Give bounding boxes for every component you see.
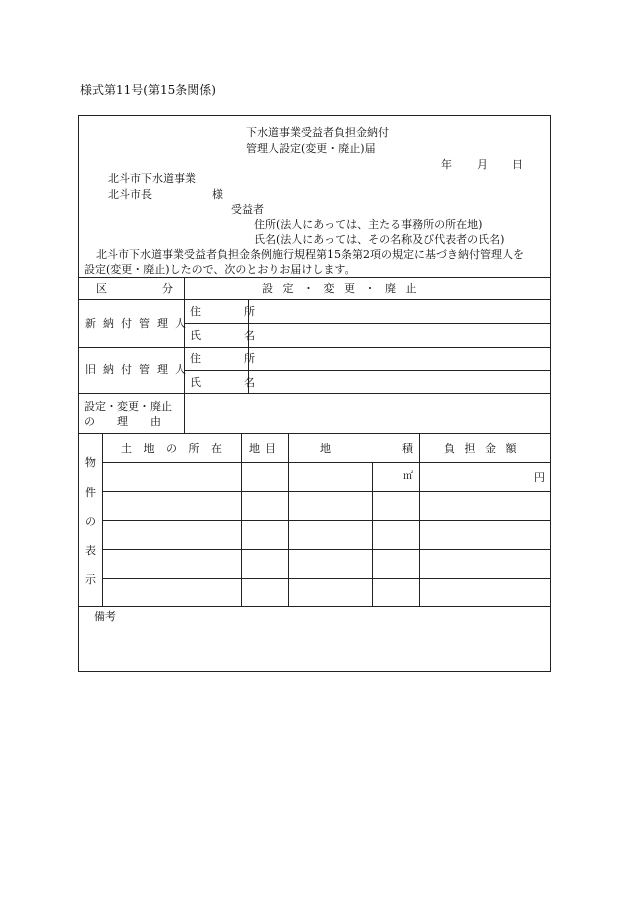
new-manager-label: 新納付管理人 — [85, 317, 193, 330]
property-row-rule-3 — [102, 549, 551, 550]
applicant-label: 受益者 — [231, 203, 264, 216]
table-top-rule — [78, 277, 551, 278]
property-label-char-3: の — [85, 515, 96, 528]
old-manager-name-label: 氏 名 — [190, 376, 271, 389]
remarks-label: 備考 — [94, 610, 116, 623]
area-unit-sqm: ㎡ — [403, 471, 413, 482]
addressee-line1: 北斗市下水道事業 — [108, 172, 196, 185]
column-area: 地 積 — [320, 442, 443, 455]
property-header-rule — [102, 462, 551, 463]
property-label-char-2: 件 — [85, 486, 96, 499]
new-manager-address-label: 住 所 — [190, 305, 271, 318]
applicant-address-note: 住所(法人にあっては、主たる事務所の所在地) — [254, 218, 483, 231]
area-unit-column-rule — [372, 462, 373, 606]
property-label-char-1: 物 — [85, 456, 96, 469]
property-row-rule-1 — [102, 491, 551, 492]
form-number: 様式第11号(第15条関係) — [80, 83, 216, 97]
table-header-rule — [78, 299, 551, 300]
new-manager-name-label: 氏 名 — [190, 329, 271, 342]
column-land-location: 土 地 の 所 在 — [121, 442, 226, 455]
property-row-rule-4 — [102, 578, 551, 579]
area-column-rule — [419, 433, 420, 606]
property-label-char-5: 示 — [85, 573, 96, 586]
form-title-line2: 管理人設定(変更・廃止)届 — [246, 142, 376, 155]
reason-bottom-rule — [78, 433, 551, 434]
property-bottom-rule — [78, 606, 551, 607]
new-manager-mid-rule — [184, 323, 551, 324]
date-day: 日 — [512, 158, 523, 171]
old-manager-mid-rule — [184, 370, 551, 371]
amount-unit-yen: 円 — [534, 471, 545, 484]
column-land-type: 地目 — [249, 442, 281, 455]
addressee-honorific: 様 — [212, 188, 223, 201]
addressee-line2: 北斗市長 — [108, 188, 152, 201]
column-charge-amount: 負 担 金 額 — [444, 442, 520, 455]
land-type-column-rule — [288, 433, 289, 606]
property-label-column-rule — [102, 433, 103, 606]
label-column-rule — [184, 277, 185, 433]
reason-label-line1: 設定・変更・廃止 — [84, 400, 172, 413]
property-row-rule-2 — [102, 520, 551, 521]
new-manager-bottom-rule — [78, 347, 551, 348]
header-setting-change-abolish: 設 定 ・ 変 更 ・ 廃 止 — [262, 282, 420, 295]
reason-label-line2: の 理 由 — [84, 415, 161, 428]
old-manager-label: 旧納付管理人 — [85, 363, 193, 376]
date-year: 年 — [441, 158, 452, 171]
old-manager-bottom-rule — [78, 393, 551, 394]
body-text-line2: 設定(変更・廃止)したので、次のとおりお届けします。 — [84, 263, 356, 276]
date-month: 月 — [477, 158, 488, 171]
old-manager-address-label: 住 所 — [190, 352, 271, 365]
applicant-name-note: 氏名(法人にあっては、その名称及び代表者の氏名) — [254, 233, 505, 246]
property-label-char-4: 表 — [85, 544, 96, 557]
body-text-line1: 北斗市下水道事業受益者負担金条例施行規程第15条第2項の規定に基づき納付管理人を — [96, 248, 524, 261]
location-column-rule — [241, 433, 242, 606]
form-title-line1: 下水道事業受益者負担金納付 — [246, 126, 389, 139]
header-kubun: 区 分 — [96, 282, 195, 295]
